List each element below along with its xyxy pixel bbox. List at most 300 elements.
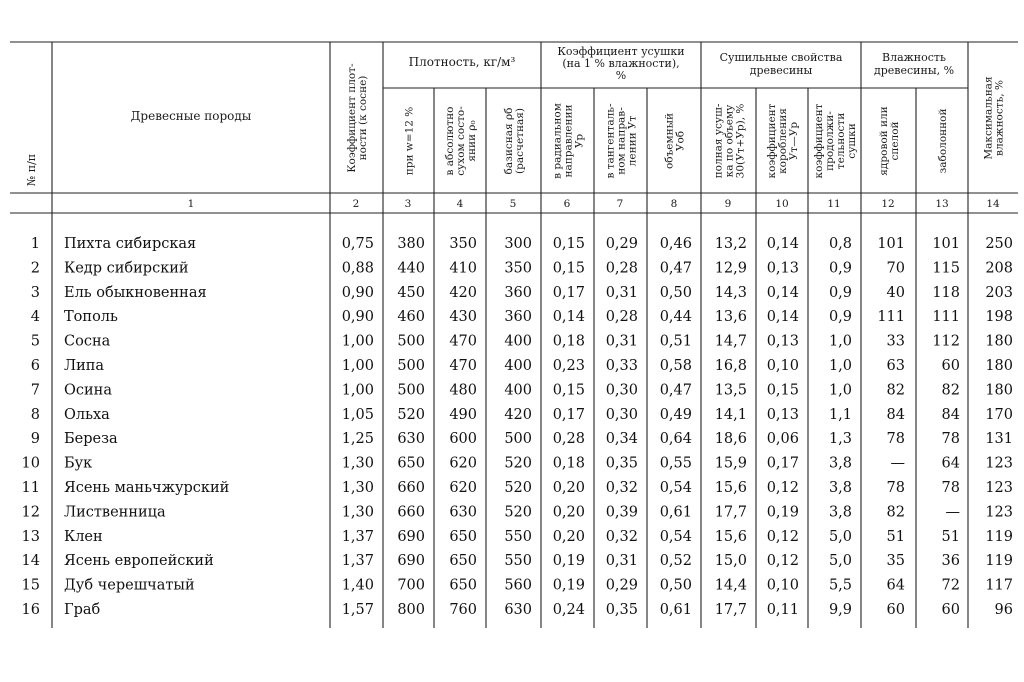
species-name: Осина <box>64 382 112 399</box>
table-cell: 1,37 <box>341 553 374 570</box>
table-cell: 64 <box>886 577 905 594</box>
row-number: 8 <box>30 406 40 423</box>
header-shrink-radial <box>552 103 586 179</box>
table-cell: 0,20 <box>552 480 585 496</box>
table-cell: 123 <box>985 504 1013 521</box>
table-cell: 0,9 <box>828 260 852 277</box>
table-cell: — <box>945 504 960 521</box>
table-cell: 51 <box>886 528 905 545</box>
table-cell: 1,57 <box>341 602 374 618</box>
table-cell: 360 <box>504 309 532 326</box>
row-number: 15 <box>21 577 40 594</box>
header-density-dry-line: в абсолютно <box>444 106 456 176</box>
table-cell: 620 <box>449 455 477 472</box>
table-cell: 0,55 <box>659 455 692 472</box>
table-cell: 400 <box>504 333 532 350</box>
header-density-w12 <box>404 107 416 176</box>
table-cell: 0,31 <box>605 284 638 301</box>
header-drying-dur-line: сушки <box>846 123 858 159</box>
table-cell: 0,20 <box>552 504 585 521</box>
header-shrink-tang-line: лении Ут <box>626 115 639 167</box>
header-moisture-core-line: спелой <box>889 121 901 161</box>
row-number: 12 <box>21 504 40 521</box>
table-row <box>22 456 1013 472</box>
table-cell: 82 <box>886 504 905 521</box>
column-number: 7 <box>616 198 624 210</box>
table-cell: 0,24 <box>552 602 585 618</box>
table-cell: 72 <box>941 577 960 594</box>
table-cell: 1,00 <box>341 333 374 350</box>
table-cell: 480 <box>449 382 477 399</box>
species-name: Ясень европейский <box>64 553 214 570</box>
table-cell: 1,00 <box>341 358 374 374</box>
table-cell: 51 <box>941 528 960 545</box>
column-number: 8 <box>670 198 678 210</box>
table-cell: 0,10 <box>766 358 799 374</box>
species-name: Кедр сибирский <box>64 260 189 277</box>
header-density-coef-line: Коэффициент плот- <box>346 63 358 173</box>
column-number: 9 <box>724 198 732 210</box>
table-cell: 0,29 <box>605 236 638 252</box>
table-row <box>31 309 1013 325</box>
header-moisture-core <box>878 106 901 175</box>
row-number: 13 <box>21 528 40 545</box>
table-cell: 0,9 <box>828 309 852 326</box>
header-no: № п/п <box>25 153 38 187</box>
header-drying-line: Сушильные свойства <box>719 51 843 64</box>
table-cell: 0,13 <box>766 406 799 423</box>
header-drying-full-line: 30(Ут+Ур), % <box>734 103 747 179</box>
table-cell: 0,90 <box>341 284 374 301</box>
header-max-moisture <box>983 76 1006 160</box>
column-number: 12 <box>881 198 895 210</box>
table-cell: 0,28 <box>605 309 638 326</box>
header-drying-dur-line: тельности <box>835 112 847 170</box>
table-cell: 760 <box>449 602 477 618</box>
table-cell: 1,30 <box>341 504 374 521</box>
table-cell: 520 <box>504 504 532 521</box>
table-cell: 12,9 <box>714 260 747 277</box>
table-cell: 0,47 <box>659 260 692 277</box>
table-cell: 0,44 <box>659 309 692 326</box>
table-row <box>22 504 1013 520</box>
header-shrink-vol <box>664 113 687 169</box>
table-cell: 60 <box>941 602 960 618</box>
table-cell: 800 <box>397 602 425 618</box>
column-number: 6 <box>563 198 571 210</box>
table-cell: 0,75 <box>341 236 374 252</box>
table-cell: 0,18 <box>552 333 585 350</box>
table-cell: 5,0 <box>828 553 852 570</box>
table-cell: 82 <box>886 382 905 399</box>
header-shrink-line: (на 1 % влажности), <box>562 57 680 70</box>
table-cell: 84 <box>941 406 960 423</box>
table-cell: 630 <box>397 431 425 448</box>
table-cell: 0,46 <box>659 236 692 252</box>
table-cell: 0,35 <box>605 602 638 618</box>
header-drying-dur-line: продолжи- <box>824 111 836 171</box>
table-body <box>22 236 1013 618</box>
table-cell: 118 <box>932 284 960 301</box>
table-cell: 60 <box>886 602 905 618</box>
table-row <box>22 602 1013 618</box>
table-cell: 410 <box>449 260 477 277</box>
header-shrink-radial-line: направлении <box>562 104 575 178</box>
table-cell: 0,39 <box>605 504 638 521</box>
species-name: Тополь <box>64 309 118 326</box>
header-density-coef <box>346 63 369 173</box>
table-cell: 1,0 <box>828 382 852 399</box>
table-cell: 400 <box>504 382 532 399</box>
table-cell: 0,14 <box>766 284 799 301</box>
table-cell: 520 <box>397 406 425 423</box>
table-cell: 1,1 <box>828 406 852 423</box>
table-cell: 450 <box>397 284 425 301</box>
table-cell: 690 <box>397 553 425 570</box>
table-cell: 112 <box>932 333 960 350</box>
header-shrink-radial-line: Ур <box>573 133 586 149</box>
species-name: Лиственница <box>64 504 166 521</box>
table-cell: 16,8 <box>714 358 747 374</box>
table-cell: 0,20 <box>552 528 585 545</box>
table-cell: 380 <box>397 236 425 252</box>
table-cell: 15,0 <box>714 553 747 570</box>
row-number: 14 <box>21 553 40 570</box>
table-cell: 180 <box>985 358 1013 374</box>
table-cell: 650 <box>449 528 477 545</box>
header-drying-full-line: ка по объему <box>723 104 736 178</box>
header-moisture-core-line: ядровой или <box>878 106 890 176</box>
table-cell: 0,50 <box>659 577 692 594</box>
row-number: 11 <box>21 480 40 496</box>
table-cell: 1,3 <box>828 431 852 448</box>
row-number: 7 <box>30 382 40 399</box>
header-density-dry-line: янии ρ₀ <box>466 120 478 162</box>
table-cell: 700 <box>397 577 425 594</box>
table-cell: 33 <box>886 333 905 350</box>
table-cell: 0,17 <box>552 406 585 423</box>
table-cell: 470 <box>449 333 477 350</box>
table-cell: 111 <box>877 309 905 326</box>
header-density-w12-line: при w=12 % <box>403 106 416 176</box>
table-cell: 0,35 <box>605 455 638 472</box>
table-cell: 1,30 <box>341 480 374 496</box>
header-shrink-line: % <box>615 69 627 82</box>
row-number: 2 <box>30 260 40 277</box>
table-cell: 101 <box>877 236 905 252</box>
table-cell: 490 <box>449 406 477 423</box>
header-moisture-sap-line: заболонной <box>937 108 949 174</box>
table-cell: 350 <box>504 260 532 277</box>
table-cell: 14,3 <box>714 284 747 301</box>
table-cell: 0,06 <box>766 431 799 448</box>
header-density-group: Плотность, кг/м³ <box>408 55 516 69</box>
table-cell: 650 <box>449 577 477 594</box>
table-cell: 520 <box>504 455 532 472</box>
header-density-coef-line: ности (к сосне) <box>357 75 369 161</box>
table-cell: 420 <box>504 406 532 423</box>
header-drying-warp <box>766 103 800 178</box>
table-cell: 650 <box>397 455 425 472</box>
table-cell: 0,18 <box>552 455 585 472</box>
table-cell: 0,13 <box>766 260 799 277</box>
column-number: 13 <box>935 198 949 210</box>
table-row <box>22 480 1013 496</box>
table-cell: 550 <box>504 553 532 570</box>
table-cell: 1,25 <box>341 431 374 448</box>
table-cell: 0,19 <box>552 577 585 594</box>
table-cell: 1,40 <box>341 577 374 594</box>
table-cell: 0,12 <box>766 553 799 570</box>
table-cell: 3,8 <box>828 480 852 496</box>
species-name: Клен <box>64 528 103 545</box>
table-cell: 430 <box>449 309 477 326</box>
table-cell: 350 <box>449 236 477 252</box>
header-drying-warp-line: коэффициент <box>766 103 778 179</box>
table-cell: 17,7 <box>714 602 747 618</box>
species-name: Дуб черешчатый <box>64 577 195 594</box>
header-shrink-group <box>557 45 684 82</box>
column-number: 14 <box>986 198 1000 210</box>
row-number: 5 <box>30 333 40 350</box>
table-cell: 0,23 <box>552 358 585 374</box>
header-density-basic-line: (расчетная) <box>514 108 526 174</box>
table-cell: 620 <box>449 480 477 496</box>
row-number: 10 <box>21 455 40 472</box>
header-drying-warp-line: Ут—Ур <box>788 121 800 161</box>
header-drying-full-line: полная усуш- <box>712 103 725 179</box>
header-shrink-vol-line: Уоб <box>674 130 687 152</box>
table-cell: 5,5 <box>828 577 852 594</box>
header-drying-full <box>713 103 747 178</box>
table-cell: 0,58 <box>659 358 692 374</box>
table-cell: 203 <box>985 284 1013 301</box>
table-cell: 0,17 <box>766 455 799 472</box>
table-cell: 119 <box>985 528 1013 545</box>
table-cell: 0,11 <box>766 602 799 618</box>
table-cell: 0,29 <box>605 577 638 594</box>
table-cell: 70 <box>886 260 905 277</box>
table-cell: 180 <box>985 382 1013 399</box>
table-row <box>31 260 1013 276</box>
header-max-moisture-line: влажность, % <box>993 80 1006 156</box>
header-drying-dur-line: коэффициент <box>813 103 825 179</box>
table-cell: 15,6 <box>714 480 747 496</box>
header-density-dry <box>444 106 478 176</box>
table-cell: 1,00 <box>341 382 374 399</box>
header-shrink-tang-line: ном направ- <box>615 107 628 175</box>
table-cell: 13,6 <box>714 309 747 326</box>
table-cell: 96 <box>994 602 1013 618</box>
table-cell: 0,14 <box>552 309 585 326</box>
table-cell: 0,17 <box>552 284 585 301</box>
table-cell: 440 <box>397 260 425 277</box>
table-cell: 0,31 <box>605 333 638 350</box>
header-density-basic-line: базисная ρб <box>503 107 515 175</box>
table-cell: 180 <box>985 333 1013 350</box>
table-cell: 123 <box>985 455 1013 472</box>
table-cell: 400 <box>504 358 532 374</box>
table-cell: 14,4 <box>714 577 747 594</box>
table-cell: 9,9 <box>828 602 852 618</box>
table-cell: 470 <box>449 358 477 374</box>
header-shrink-tang-line: в тангенталь- <box>604 103 617 179</box>
table-cell: 0,19 <box>552 553 585 570</box>
header-moisture-line: древесины, % <box>873 64 955 77</box>
species-name: Ель обыкновенная <box>64 284 207 301</box>
species-name: Ясень маньчжурский <box>64 480 230 496</box>
table-cell: 84 <box>886 406 905 423</box>
table-cell: 0,14 <box>766 236 799 252</box>
table-cell: 0,54 <box>659 528 692 545</box>
table-cell: 18,6 <box>714 431 747 448</box>
table-cell: 660 <box>397 480 425 496</box>
table-cell: 0,88 <box>341 260 374 277</box>
header-max-moisture-line: Максимальная <box>982 76 995 160</box>
table-cell: 208 <box>985 260 1013 277</box>
header-shrink-radial-line: в радиальном <box>551 103 564 179</box>
table-row <box>31 382 1013 398</box>
table-cell: 0,30 <box>605 406 638 423</box>
table-cell: 0,15 <box>552 260 585 277</box>
column-number: 4 <box>456 198 464 210</box>
header-moisture-sap <box>937 109 949 174</box>
table-cell: 0,47 <box>659 382 692 399</box>
row-number: 1 <box>30 236 40 252</box>
column-headers <box>346 63 1006 179</box>
table-row <box>31 334 1013 350</box>
table-row <box>31 407 1013 423</box>
table-cell: 1,37 <box>341 528 374 545</box>
table-cell: 420 <box>449 284 477 301</box>
table-row <box>22 529 1013 545</box>
table-cell: 250 <box>985 236 1013 252</box>
header-moisture-group <box>874 51 954 77</box>
header-density-basic <box>503 108 526 175</box>
table-row <box>22 578 1013 594</box>
species-name: Липа <box>64 358 105 374</box>
table-cell: 600 <box>449 431 477 448</box>
table-cell: 0,64 <box>659 431 692 448</box>
table-cell: 78 <box>886 480 905 496</box>
table-row <box>22 553 1013 569</box>
header-drying-warp-line: коробления <box>777 108 789 174</box>
table-cell: 14,1 <box>714 406 747 423</box>
header-drying-line: древесины <box>749 64 813 77</box>
header-drying-dur <box>813 103 858 178</box>
table-cell: 0,19 <box>766 504 799 521</box>
header-shrink-vol-line: объемный <box>663 112 676 170</box>
table-cell: 0,90 <box>341 309 374 326</box>
table-cell: 78 <box>886 431 905 448</box>
table-row <box>31 431 1013 447</box>
table-cell: 0,30 <box>605 382 638 399</box>
table-cell: 14,7 <box>714 333 747 350</box>
table-row <box>31 285 1013 301</box>
table-cell: 500 <box>397 333 425 350</box>
table-cell: 560 <box>504 577 532 594</box>
table-row <box>31 236 1013 252</box>
table-cell: 0,15 <box>766 382 799 399</box>
row-number: 3 <box>30 284 40 301</box>
table-row <box>31 358 1013 374</box>
species-name: Сосна <box>64 333 111 350</box>
table-cell: 520 <box>504 480 532 496</box>
table-cell: 17,7 <box>714 504 747 521</box>
table-cell: 0,34 <box>605 431 638 448</box>
table-cell: 15,9 <box>714 455 747 472</box>
table-cell: 111 <box>932 309 960 326</box>
species-name: Граб <box>64 602 101 618</box>
table-cell: 3,8 <box>828 455 852 472</box>
column-number: 11 <box>827 198 841 210</box>
header-shrink-line: Коэффициент усушки <box>557 45 685 58</box>
table-cell: 170 <box>985 406 1013 423</box>
table-cell: 0,15 <box>552 236 585 252</box>
row-number: 4 <box>30 309 40 326</box>
table-cell: 0,10 <box>766 577 799 594</box>
table-cell: 550 <box>504 528 532 545</box>
species-name: Бук <box>64 455 93 472</box>
table-cell: 0,28 <box>552 431 585 448</box>
table-cell: 1,30 <box>341 455 374 472</box>
table-cell: — <box>890 455 905 472</box>
header-species: Древесные породы <box>130 109 252 123</box>
table-cell: 40 <box>886 284 905 301</box>
table-cell: 0,28 <box>605 260 638 277</box>
table-cell: 1,05 <box>341 406 374 423</box>
table-cell: 101 <box>932 236 960 252</box>
table-cell: 198 <box>985 309 1013 326</box>
column-number: 2 <box>352 198 360 210</box>
table-cell: 0,32 <box>605 480 638 496</box>
table-cell: 1,0 <box>828 333 852 350</box>
table-cell: 630 <box>504 602 532 618</box>
table-cell: 0,14 <box>766 309 799 326</box>
table-cell: 36 <box>941 553 960 570</box>
table-cell: 0,9 <box>828 284 852 301</box>
table-cell: 0,51 <box>659 333 692 350</box>
species-name: Береза <box>64 431 118 448</box>
table-cell: 650 <box>449 553 477 570</box>
table-cell: 660 <box>397 504 425 521</box>
header-density-dry-line: сухом состо- <box>455 106 467 176</box>
table-cell: 0,49 <box>659 406 692 423</box>
row-number: 16 <box>21 602 40 618</box>
table-cell: 0,12 <box>766 480 799 496</box>
table-cell: 82 <box>941 382 960 399</box>
table-cell: 0,13 <box>766 333 799 350</box>
table-cell: 0,61 <box>659 504 692 521</box>
table-cell: 13,5 <box>714 382 747 399</box>
table-cell: 78 <box>941 480 960 496</box>
header-drying-group <box>720 51 843 77</box>
column-number: 3 <box>404 198 412 210</box>
table-cell: 0,50 <box>659 284 692 301</box>
header-shrink-tang <box>605 103 639 178</box>
column-number: 10 <box>775 198 789 210</box>
table-cell: 0,32 <box>605 528 638 545</box>
table-cell: 78 <box>941 431 960 448</box>
table-cell: 630 <box>449 504 477 521</box>
table-cell: 117 <box>985 577 1013 594</box>
table-cell: 360 <box>504 284 532 301</box>
table-cell: 1,0 <box>828 358 852 374</box>
header-moisture-line: Влажность <box>882 51 946 64</box>
species-name: Пихта сибирская <box>64 236 197 252</box>
table-cell: 300 <box>504 236 532 252</box>
table-cell: 500 <box>397 358 425 374</box>
